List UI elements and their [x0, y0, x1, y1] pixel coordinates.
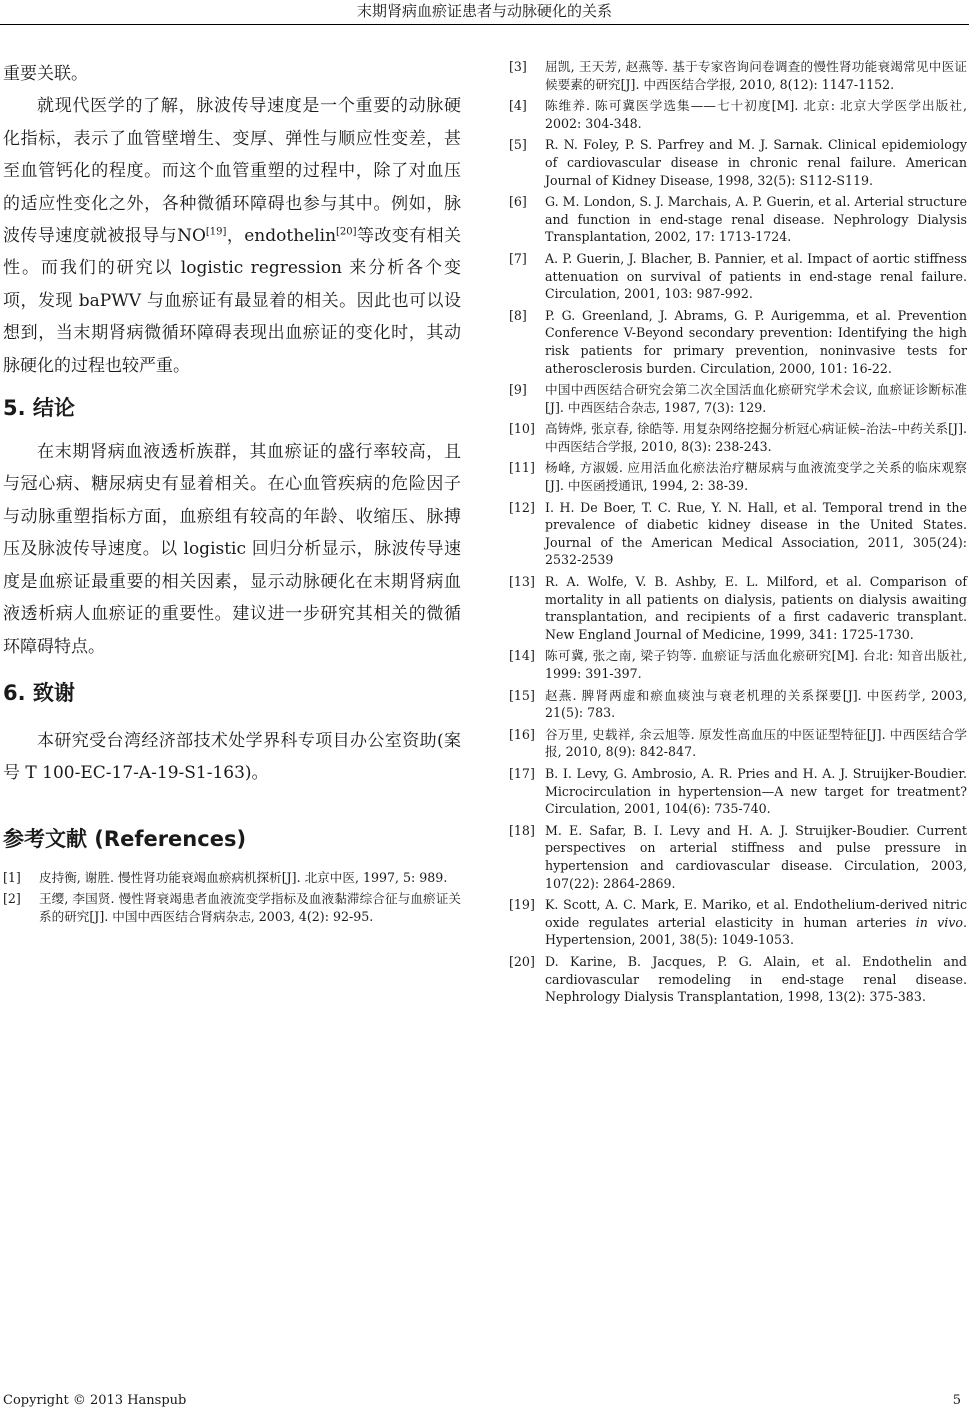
- footer-copyright: Copyright © 2013 Hanspub: [3, 1393, 187, 1408]
- left-column: [3, 58, 461, 930]
- paragraph-acknowledgement: 本研究受台湾经济部技术处学界科专项目办公室资助(案号 T 100-EC-17-A-19-S1-163)。: [3, 730, 461, 784]
- reference-item-4: [4] 陈维养. 陈可冀医学选集——七十初度[M]. 北京: 北京大学医学出版社, 2002: 304-348.: [509, 98, 967, 131]
- paragraph-intro: 重要关联。: [3, 64, 88, 84]
- reference-item-14: [14] 陈可冀, 张之南, 梁子钧等. 血瘀证与活血化瘀研究[M]. 台北: 知音出版社, 1999: 391-397.: [509, 648, 967, 681]
- reference-item-6: [6] G. M. London, S. J. Marchais, A. P. Guerin, et al. Arterial structure and function in end-stage renal disease. Nephrology Dialysis Transplantation, 2002, 17: 1713-1724.: [509, 194, 967, 245]
- reference-item-11: [11] 杨峰, 方淑媛. 应用活血化瘀法治疗糖尿病与血液流变学之关系的临床观察[J]. 中医函授通讯, 1994, 2: 38-39.: [509, 460, 967, 494]
- reference-item-19: [19] K. Scott, A. C. Mark, E. Mariko, et al. Endothelium-derived nitric oxide regulates arterial elasticity in human arteries in vivo. Hypertension, 2001, 38(5): 1049-1053.: [509, 897, 967, 948]
- reference-item-8: [8] P. G. Greenland, J. Abrams, G. P. Aurigemma, et al. Prevention Conference V-Beyond secondary prevention: Identifying the high risk patients for primary prevention, noninvasive tests for atherosclerosis burden. Circulation, 2000, 101: 16-22.: [509, 307, 967, 376]
- reference-item-5: [5] R. N. Foley, P. S. Parfrey and M. J. Sarnak. Clinical epidemiology of cardiovascular disease in chronic renal failure. American Journal of Kidney Disease, 1998, 32(5): S112-S119.: [509, 137, 967, 188]
- paragraph-modern-medicine: 就现代医学的了解，脉波传导速度是一个重要的动脉硬化指标，表示了血管壁增生、变厚、弹性与顺应性变差，甚至血管钙化的程度。而这个血管重塑的过程中，除了对血压的适应性变化之外，各种微循环障碍也参与其中。例如，脉波传导速度就被报导与NO[19]，endothelin[20]等改变有相关性。而我们的研究以 logistic regression 来分析各个变项，发现 baPWV 与血瘀证有最显着的相关。因此也可以设想到，当末期肾病微循环障碍表现出血瘀证的变化时，其动脉硬化的过程也较严重。: [3, 96, 462, 376]
- reference-item-10: [10] 高铸烨, 张京春, 徐皓等. 用复杂网络挖掘分析冠心病证候–治法–中药关系[J]. 中西医结合学报, 2010, 8(3): 238-243.: [509, 421, 967, 454]
- running-header: 末期肾病血瘀证患者与动脉硬化的关系: [356, 2, 612, 20]
- reference-item-16: [16] 谷万里, 史载祥, 余云旭等. 原发性高血压的中医证型特征[J]. 中西医结合学报, 2010, 8(9): 842-847.: [509, 726, 967, 760]
- reference-item-1: [1] 皮持衡, 谢胜. 慢性肾功能衰竭血瘀病机探析[J]. 北京中医, 1997, 5: 989.: [3, 869, 448, 885]
- header-divider: [0, 24, 969, 25]
- reference-item-20: [20] D. Karine, B. Jacques, P. G. Alain, et al. Endothelin and cardiovascular remodeling in end-stage renal disease. Nephrology Dialysis Transplantation, 1998, 13(2): 375-383.: [509, 953, 967, 1005]
- right-column: [509, 58, 967, 1010]
- reference-item-3: [3] 屈凯, 王天芳, 赵燕等. 基于专家咨询问卷调查的慢性肾功能衰竭常见中医证候要素的研究[J]. 中西医结合学报, 2010, 8(12): 1147-1152.: [509, 59, 967, 92]
- reference-item-13: [13] R. A. Wolfe, V. B. Ashby, E. L. Milford, et al. Comparison of mortality in all patients on dialysis, patients on dialysis awaiting transplantation, and recipients of a first cadaveric transplant. New England Journal of Medicine, 1999, 341: 1725-1730.: [509, 574, 967, 642]
- reference-item-9: [9] 中国中西医结合研究会第二次全国活血化瘀研究学术会议, 血瘀证诊断标准[J]. 中西医结合杂志, 1987, 7(3): 129.: [509, 382, 967, 415]
- reference-item-17: [17] B. I. Levy, G. Ambrosio, A. R. Pries and H. A. J. Struijker-Boudier. Microcirculation in hypertension—A new target for treatment? Circulation, 2001, 104(6): 735-740.: [509, 765, 967, 817]
- paragraph-conclusion: 在末期肾病血液透析族群，其血瘀证的盛行率较高，且与冠心病、糖尿病史有显着相关。在心血管疾病的危险因子与动脉重塑指标方面，血瘀组有较高的年龄、收缩压、脉搏压及脉波传导速度。以 logistic 回归分析显示，脉波传导速度是血瘀证最重要的相关因素，显示动脉硬化在末期肾病血液透析病人血瘀证的重要性。建议进一步研究其相关的微循环障碍特点。: [3, 442, 461, 657]
- section-heading-references: 参考文献 (References): [3, 826, 247, 851]
- reference-item-18: [18] M. E. Safar, B. I. Levy and H. A. J. Struijker-Boudier. Current perspectives on arterial stiffness and pulse pressure in hypertension and cardiovascular disease. Circulation, 2003, 107(22): 2864-2869.: [509, 822, 967, 891]
- reference-item-7: [7] A. P. Guerin, J. Blacher, B. Pannier, et al. Impact of aortic stiffness attenuation on survival of patients in end-stage renal failure. Circulation, 2001, 103: 987-992.: [509, 250, 967, 302]
- page-number: 5: [952, 1393, 961, 1408]
- reference-item-12: [12] I. H. De Boer, T. C. Rue, Y. N. Hall, et al. Temporal trend in the prevalence of diabetic kidney disease in the United States. Journal of the American Medical Association, 2011, 305(24): 2532-2539: [509, 499, 967, 568]
- section-heading-acknowledgement: 6. 致谢: [3, 680, 75, 705]
- citation-20[interactable]: [20]: [336, 226, 357, 238]
- reference-item-2: [2] 王缨, 李国贤. 慢性肾衰竭患者血液流变学指标及血液黏滞综合征与血瘀证关系的研究[J]. 中国中西医结合肾病杂志, 2003, 4(2): 92-95.: [3, 891, 461, 924]
- section-heading-conclusion: 5. 结论: [3, 396, 75, 421]
- citation-19[interactable]: [19]: [205, 226, 227, 238]
- reference-item-15: [15] 赵燕. 脾肾两虚和瘀血痰浊与衰老机理的关系探要[J]. 中医药学, 2003, 21(5): 783.: [509, 687, 967, 721]
